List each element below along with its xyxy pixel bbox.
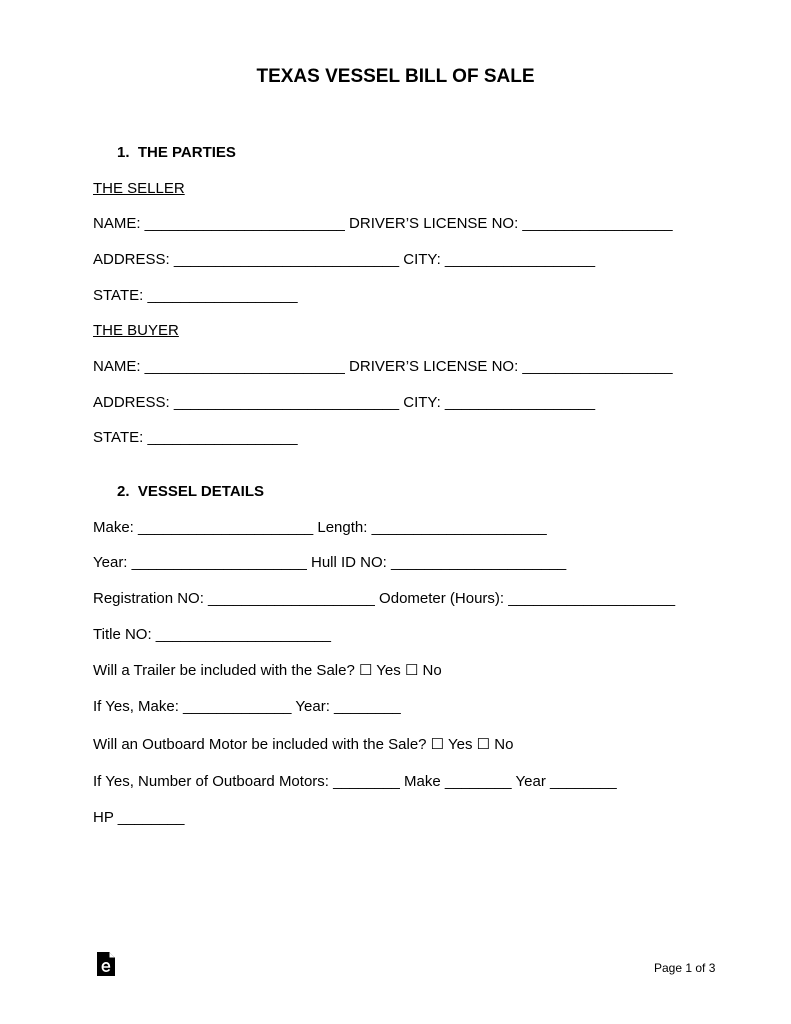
vessel-year-hull-line: Year: _____________________ Hull ID NO: _____________________ bbox=[93, 554, 567, 571]
section-heading-parties: 1. THE PARTIES bbox=[117, 144, 236, 161]
hp-line: HP ________ bbox=[93, 809, 185, 826]
motor-question-line: Will an Outboard Motor be included with the Sale? ☐ Yes ☐ No bbox=[93, 736, 514, 753]
seller-state-line: STATE: __________________ bbox=[93, 287, 298, 304]
buyer-name-license-line: NAME: ________________________ DRIVER’S LICENSE NO: __________________ bbox=[93, 358, 673, 375]
motor-details-line: If Yes, Number of Outboard Motors: ________ Make ________ Year ________ bbox=[93, 773, 617, 790]
document-title: TEXAS VESSEL BILL OF SALE bbox=[256, 66, 535, 87]
seller-name-license-line: NAME: ________________________ DRIVER’S LICENSE NO: __________________ bbox=[93, 215, 673, 232]
seller-heading: THE SELLER bbox=[93, 180, 185, 197]
buyer-state-line: STATE: __________________ bbox=[93, 429, 298, 446]
page-number: Page 1 of 3 bbox=[654, 961, 716, 975]
document-logo-icon bbox=[97, 952, 115, 976]
trailer-details-line: If Yes, Make: _____________ Year: ________ bbox=[93, 698, 401, 715]
trailer-question-line: Will a Trailer be included with the Sale? ☐ Yes ☐ No bbox=[93, 662, 442, 679]
vessel-registration-odometer-line: Registration NO: ____________________ Odometer (Hours): ____________________ bbox=[93, 590, 676, 607]
seller-address-city-line: ADDRESS: ___________________________ CITY: __________________ bbox=[93, 251, 596, 268]
section-heading-vessel-details: 2. VESSEL DETAILS bbox=[117, 483, 264, 500]
buyer-heading: THE BUYER bbox=[93, 322, 179, 339]
buyer-address-city-line: ADDRESS: ___________________________ CITY: __________________ bbox=[93, 394, 596, 411]
vessel-make-length-line: Make: _____________________ Length: _____________________ bbox=[93, 519, 547, 536]
vessel-title-line: Title NO: _____________________ bbox=[93, 626, 331, 643]
